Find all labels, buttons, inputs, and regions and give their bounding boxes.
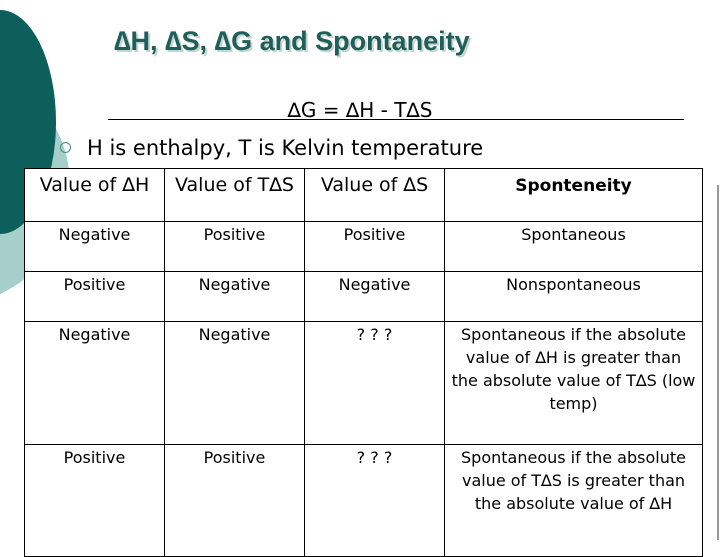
header-value-ds: Value of ∆S [305, 169, 445, 222]
cell-dh: Positive [25, 272, 165, 322]
header-value-tds: Value of T∆S [165, 169, 305, 222]
slide-title: ∆H, ∆S, ∆G and Spontaneity [114, 26, 470, 56]
spontaneity-table [24, 168, 703, 557]
cell-ds: ? ? ? [305, 445, 445, 557]
cell-tds: Positive [165, 222, 305, 272]
cell-spontaneity: Spontaneous if the absolute value of ∆H is greater than the absolute value of T∆S (low temp) [451, 325, 696, 413]
cell-spontaneity: Spontaneous [445, 222, 703, 272]
table-row [25, 272, 703, 322]
circle-bullet-icon [60, 142, 71, 153]
cell-dh: Negative [25, 222, 165, 272]
cell-tds: Positive [165, 445, 305, 557]
cell-spontaneity: Spontaneous if the absolute value of T∆S is greater than the absolute value of ∆H [461, 448, 686, 513]
cell-dh: Positive [25, 445, 165, 557]
cell-tds: Negative [165, 322, 305, 445]
cell-dh: Negative [25, 322, 165, 445]
gibbs-equation: ∆G = ∆H - T∆S [287, 98, 433, 122]
cell-ds: ? ? ? [305, 322, 445, 445]
table-row [25, 322, 703, 445]
header-spontaneity: Sponteneity [445, 169, 703, 222]
bullet-item [60, 136, 483, 160]
cell-tds: Negative [165, 272, 305, 322]
table-row [25, 222, 703, 272]
table-header-row [25, 169, 703, 222]
header-value-dh: Value of ∆H [25, 169, 165, 222]
cell-ds: Positive [305, 222, 445, 272]
bullet-text: H is enthalpy, T is Kelvin temperature [87, 136, 484, 160]
cell-ds: Negative [305, 272, 445, 322]
cell-spontaneity: Nonspontaneous [445, 272, 703, 322]
